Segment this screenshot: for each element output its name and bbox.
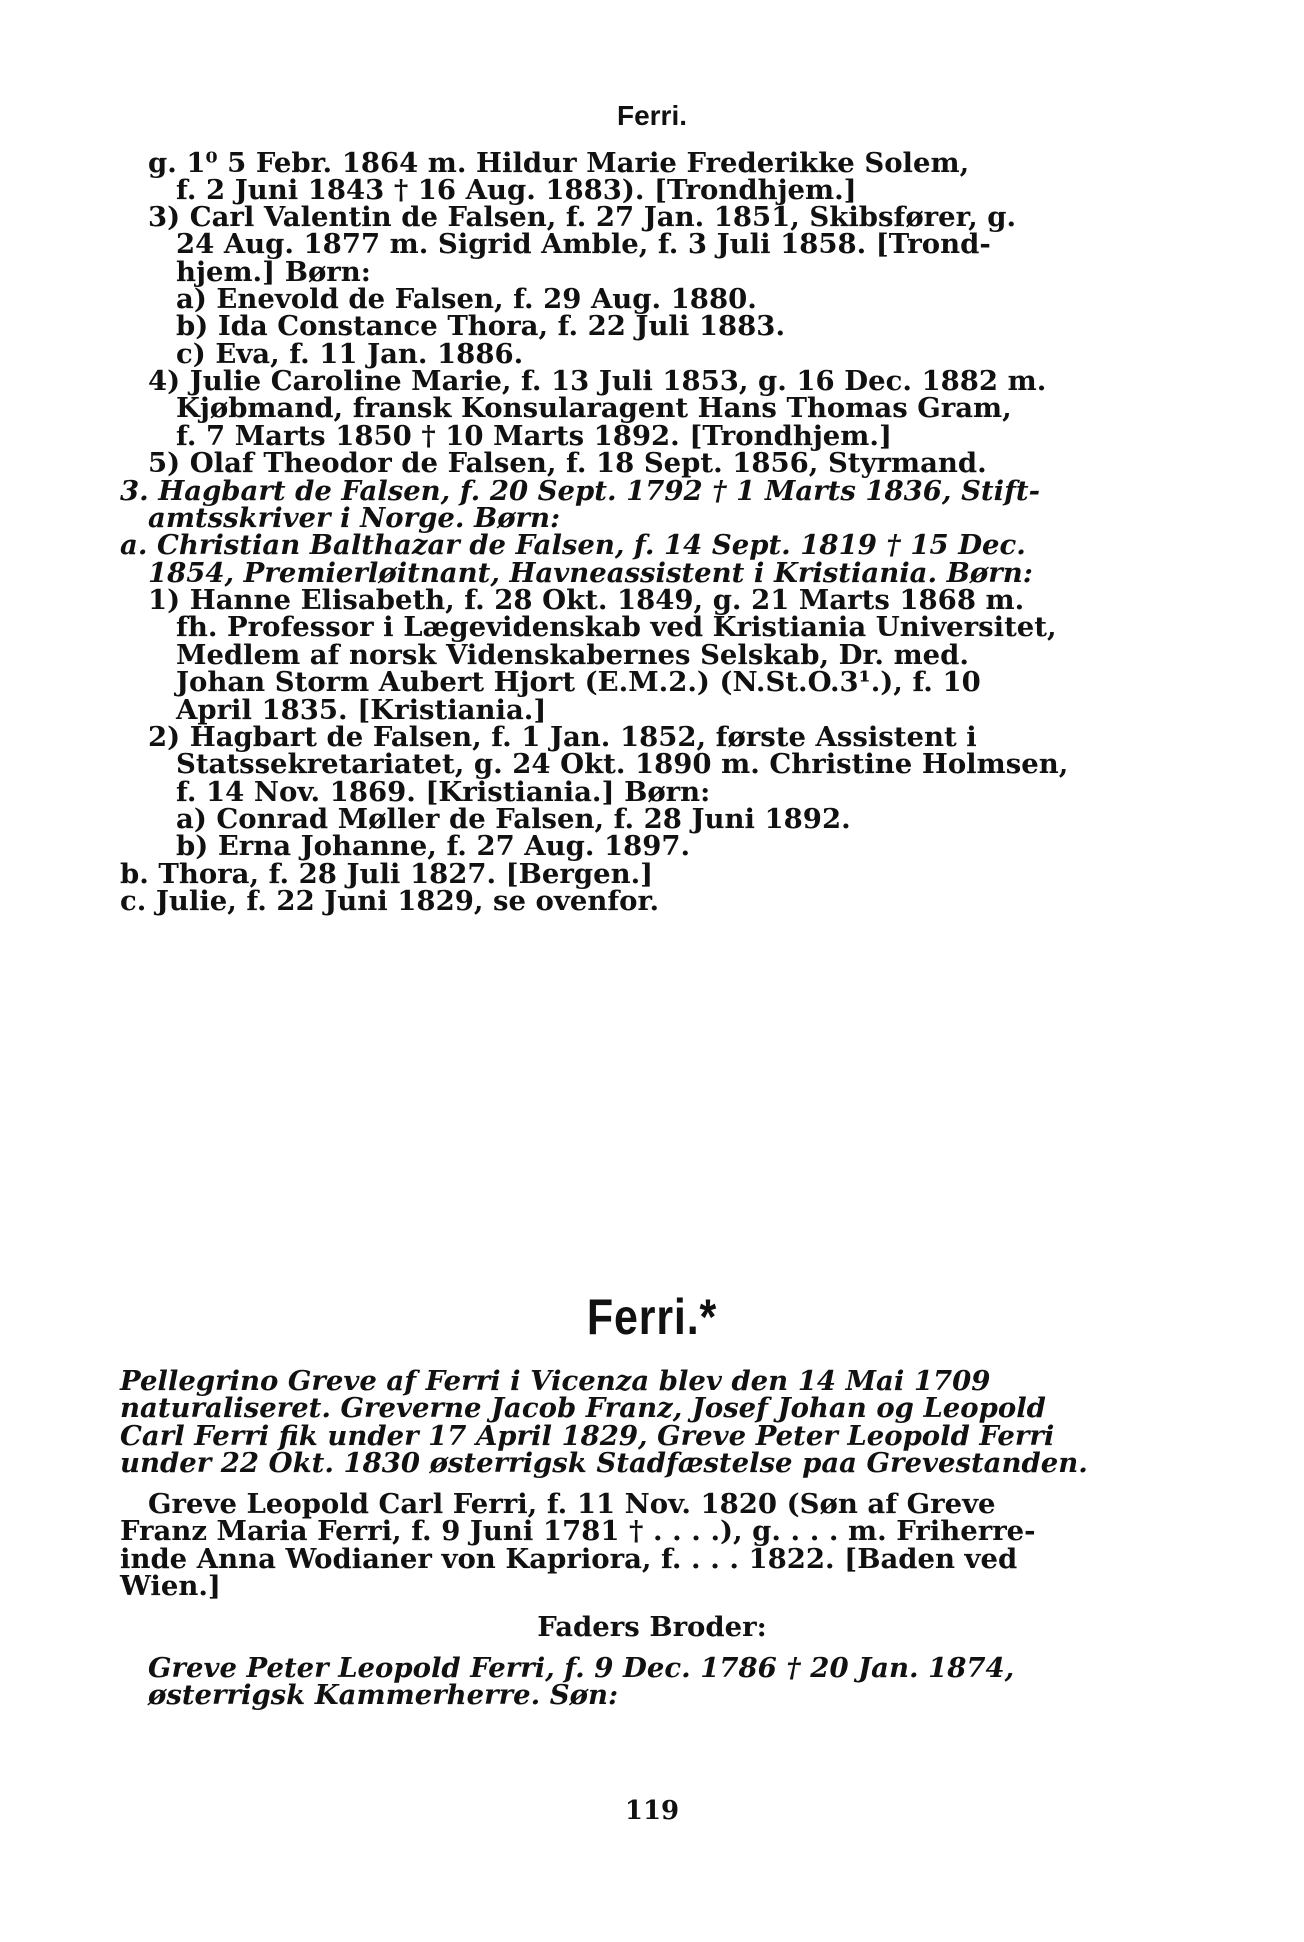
text-line: b. Thora, f. 28 Juli 1827. [Bergen.] (120, 858, 654, 890)
text-line: Statssekretariatet, g. 24 Okt. 1890 m. Christine Holmsen, (176, 748, 1069, 780)
text-line: hjem.] Børn: (176, 256, 371, 288)
text-line: inde Anna Wodianer von Kapriora, f. . . . 1822. [Baden ved (120, 1543, 1018, 1575)
text-line: April 1835. [Kristiania.] (176, 694, 547, 726)
text-line: 3) Carl Valentin de Falsen, f. 27 Jan. 1851, Skibsfører, g. (148, 201, 1017, 233)
text-line: f. 7 Marts 1850 † 10 Marts 1892. [Trondhjem.] (176, 420, 892, 452)
text-line: c) Eva, f. 11 Jan. 1886. (176, 338, 524, 370)
text-line: naturaliseret. Greverne Jacob Franz, Josef Johan og Leopold (120, 1392, 1046, 1424)
text-line: f. 2 Juni 1843 † 16 Aug. 1883). [Trondhjem.] (176, 174, 857, 206)
text-line: c. Julie, f. 22 Juni 1829, se ovenfor. (120, 885, 660, 917)
page-number: 119 (624, 1796, 680, 1826)
text-line: under 22 Okt. 1830 østerrigsk Stadfæstelse paa Grevestanden. (120, 1447, 1088, 1479)
text-line: a) Conrad Møller de Falsen, f. 28 Juni 1892. (176, 803, 851, 835)
text-line: Greve Peter Leopold Ferri, f. 9 Dec. 1786 † 20 Jan. 1874, (148, 1652, 1015, 1684)
text-line: 4) Julie Caroline Marie, f. 13 Juli 1853, g. 16 Dec. 1882 m. (148, 365, 1047, 397)
running-header: Ferri. (616, 100, 688, 131)
subheading: Faders Broder: (537, 1611, 767, 1643)
section-title: Ferri.* (586, 1289, 718, 1345)
text-line: 2) Hagbart de Falsen, f. 1 Jan. 1852, første Assistent i (148, 721, 977, 753)
text-line: b) Ida Constance Thora, f. 22 Juli 1883. (176, 310, 786, 342)
text-line: a. Christian Balthazar de Falsen, f. 14 Sept. 1819 † 15 Dec. (120, 529, 1026, 561)
text-line: fh. Professor i Lægevidenskab ved Kristiania Universitet, (176, 611, 1057, 643)
text-line: amtsskriver i Norge. Børn: (148, 502, 561, 534)
text-line: 24 Aug. 1877 m. Sigrid Amble, f. 3 Juli 1858. [Trond- (176, 228, 991, 260)
text-line: Pellegrino Greve af Ferri i Vicenza blev den 14 Mai 1709 (120, 1365, 991, 1397)
text-line: Greve Leopold Carl Ferri, f. 11 Nov. 1820 (Søn af Greve (148, 1488, 996, 1520)
text-line: Kjøbmand, fransk Konsularagent Hans Thomas Gram, (176, 392, 1012, 424)
text-line: Wien.] (120, 1570, 221, 1602)
text-line: f. 14 Nov. 1869. [Kristiania.] Børn: (176, 776, 711, 808)
text-line: 3. Hagbart de Falsen, f. 20 Sept. 1792 † 1 Marts 1836, Stift- (120, 475, 1041, 507)
text-line: Medlem af norsk Videnskabernes Selskab, Dr. med. (176, 639, 969, 671)
text-line: 1854, Premierløitnant, Havneassistent i Kristiania. Børn: (148, 557, 1033, 589)
text-line: Johan Storm Aubert Hjort (E.M.2.) (N.St.O.3¹.), f. 10 (176, 666, 981, 698)
text-line: østerrigsk Kammerherre. Søn: (148, 1679, 619, 1711)
text-line: g. 1⁰ 5 Febr. 1864 m. Hildur Marie Frederikke Solem, (148, 147, 970, 179)
text-line: 5) Olaf Theodor de Falsen, f. 18 Sept. 1856, Styrmand. (148, 447, 987, 479)
text-line: 1) Hanne Elisabeth, f. 28 Okt. 1849, g. 21 Marts 1868 m. (148, 584, 1025, 616)
text-line: Carl Ferri fik under 17 April 1829, Greve Peter Leopold Ferri (120, 1420, 1055, 1452)
text-line: Franz Maria Ferri, f. 9 Juni 1781 † . . . .), g. . . . m. Friherre- (120, 1515, 1036, 1547)
text-line: a) Enevold de Falsen, f. 29 Aug. 1880. (176, 283, 757, 315)
text-line: b) Erna Johanne, f. 27 Aug. 1897. (176, 830, 691, 862)
